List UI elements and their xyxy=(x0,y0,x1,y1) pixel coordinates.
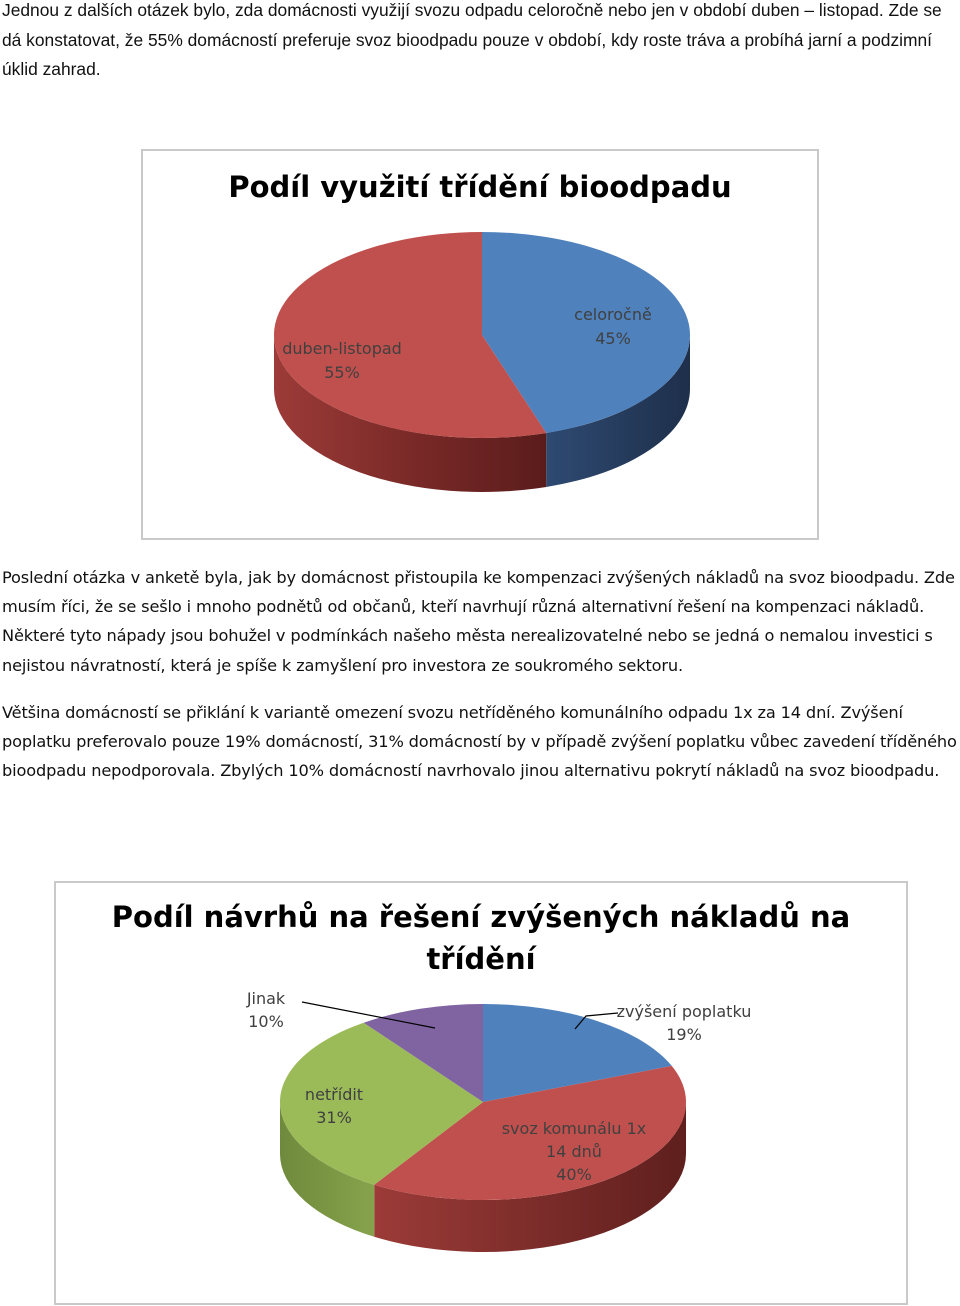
pie-chart-usage-svg xyxy=(143,151,817,538)
intro-paragraph: Jednou z dalších otázek bylo, zda domácnosti využijí svozu odpadu celoročně nebo jen v období duben – listopad. Zde se dá konstatovat, že 55% domácností preferuje svoz bioodpadu pouze v období, kdy roste tráva a probíhá jarní a podzimní úklid zahrad. xyxy=(2,0,942,79)
chart2-label-netridit: netřídit xyxy=(304,1085,364,1104)
chart1-value-celorocne: 45% xyxy=(595,329,631,348)
chart2-value-svoz: 40% xyxy=(556,1165,592,1184)
chart2-label-svoz-line2: 14 dnů xyxy=(546,1142,602,1161)
body-paragraph-3: Většina domácností se přiklání k variantě omezení svozu netříděného komunálního odpadu 1x za 14 dní. Zvýšení poplatku preferovalo pouze 19% domácností, 31% domácností by v případě zvýšení poplatku vůbec zavedení tříděného bioodpadu nepodporovala. Zbylých 10% domácností navrhovalo jinou alternativu pokrytí nákladů na svoz bioodpadu. xyxy=(2,703,957,781)
chart2-title-line2: třídění xyxy=(426,942,536,976)
chart1-label-celorocne: celoročně xyxy=(574,305,652,324)
chart2-label-svoz: svoz komunálu 1x xyxy=(501,1119,647,1138)
body-paragraph-2: Poslední otázka v anketě byla, jak by domácnost přistoupila ke kompenzaci zvýšených nákladů na svoz bioodpadu. Zde musím říci, že se sešlo i mnoho podnětů od občanů, kteří navrhují různá alternativní řešení na kompenzaci nákladů. Některé tyto nápady jsou bohužel v podmínkách našeho města nerealizovatelné nebo se jedná o nemalou investici s nejistou návratností, která je spíše k zamyšlení pro investora ze soukromého sektoru. xyxy=(2,568,955,675)
chart2-value-netridit: 31% xyxy=(316,1108,352,1127)
chart2-label-jinak: Jinak xyxy=(246,989,286,1008)
chart1-value-duben: 55% xyxy=(324,363,360,382)
chart1-title: Podíl využití třídění bioodpadu xyxy=(228,170,732,204)
chart2-label-zvyseni: zvýšení poplatku xyxy=(616,1002,752,1021)
pie-chart-proposals-svg xyxy=(56,883,906,1303)
chart2-value-zvyseni: 19% xyxy=(666,1025,702,1044)
chart2-title-line1: Podíl návrhů na řešení zvýšených nákladů na xyxy=(111,900,851,934)
pie-chart-proposals xyxy=(54,881,908,1305)
chart2-value-jinak: 10% xyxy=(248,1012,284,1031)
pie-chart-usage xyxy=(141,149,819,540)
chart1-label-duben: duben-listopad xyxy=(282,339,402,358)
